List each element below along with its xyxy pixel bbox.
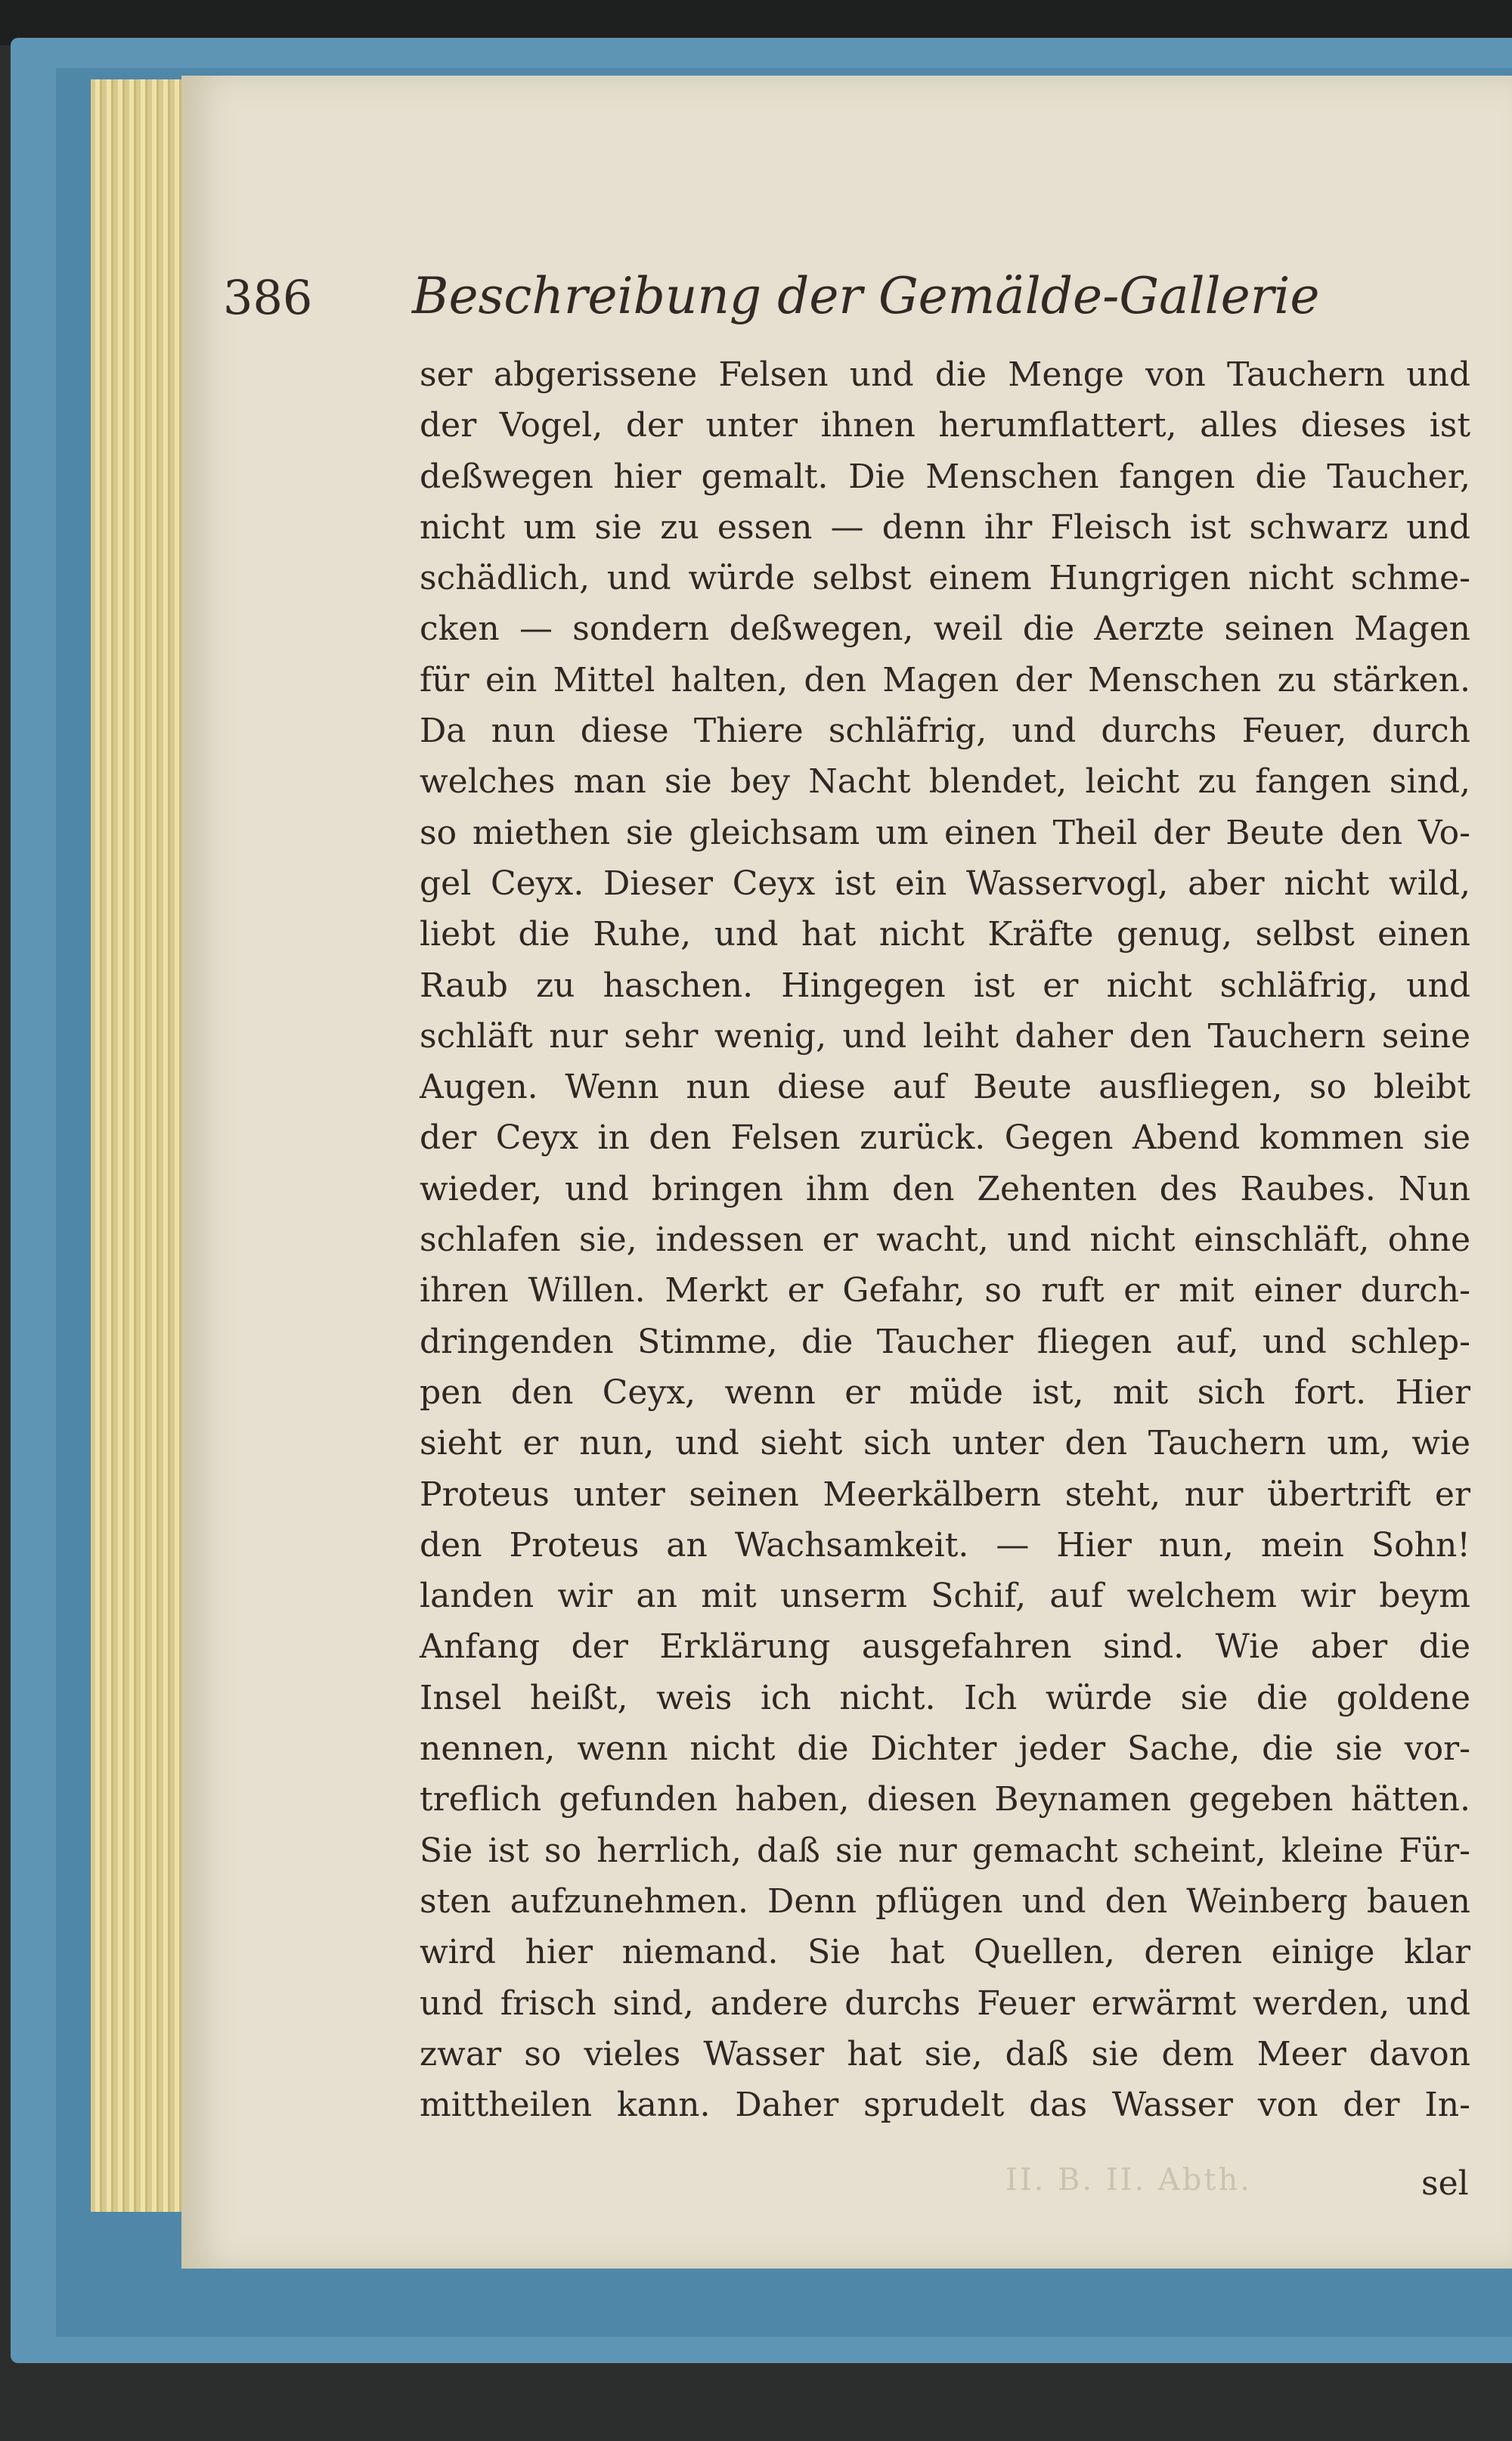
text-line: ser abgerissene Felsen und die Menge von Tauchern und <box>420 355 1470 394</box>
text-line: wird hier niemand. Sie hat Quellen, deren einige klar <box>420 1933 1470 1972</box>
running-title: Beschreibung der Gemälde-Gallerie <box>412 267 1320 325</box>
text-line: pen den Ceyx, wenn er müde ist, mit sich fort. Hier <box>420 1372 1470 1412</box>
text-line: Raub zu haschen. Hingegen ist er nicht schläfrig, und <box>420 966 1470 1005</box>
text-line: Insel heißt, weis ich nicht. Ich würde sie die goldene <box>420 1678 1470 1717</box>
text-line: so miethen sie gleichsam um einen Theil der Beute den Vo- <box>420 813 1470 852</box>
text-line: deßwegen hier gemalt. Die Menschen fangen die Taucher, <box>420 457 1470 496</box>
text-line: cken — sondern deßwegen, weil die Aerzte seinen Magen <box>420 609 1470 649</box>
text-line: treflich gefunden haben, diesen Beynamen gegeben hätten. <box>420 1780 1470 1819</box>
text-line: ihren Willen. Merkt er Gefahr, so ruft er mit einer durch- <box>420 1271 1470 1310</box>
text-line: dringenden Stimme, die Taucher fliegen auf, und schlep- <box>420 1322 1470 1361</box>
bleed-through-text: II. B. II. Abth. <box>1005 2163 1252 2198</box>
text-line: wieder, und bringen ihm den Zehenten des Raubes. Nun <box>420 1169 1470 1208</box>
text-line: für ein Mittel halten, den Magen der Menschen zu stärken. <box>420 660 1470 699</box>
text-line: zwar so vieles Wasser hat sie, daß sie dem Meer davon <box>420 2034 1470 2073</box>
text-line: nennen, wenn nicht die Dichter jeder Sache, die sie vor- <box>420 1729 1470 1769</box>
text-line: Da nun diese Thiere schläfrig, und durchs Feuer, durch <box>420 712 1470 751</box>
text-line: liebt die Ruhe, und hat nicht Kräfte genug, selbst einen <box>420 915 1470 954</box>
catchword: sel <box>1421 2164 1469 2203</box>
body-text <box>420 349 1470 2130</box>
page-number: 386 <box>223 270 313 325</box>
text-line: schlafen sie, indessen er wacht, und nicht einschläft, ohne <box>420 1220 1470 1260</box>
text-line: gel Ceyx. Dieser Ceyx ist ein Wasservogl, aber nicht wild, <box>420 864 1470 903</box>
text-line: und frisch sind, andere durchs Feuer erwärmt werden, und <box>420 1984 1470 2023</box>
text-line: schläft nur sehr wenig, und leiht daher den Tauchern seine <box>420 1016 1470 1056</box>
page-edges <box>91 79 197 2212</box>
text-line: sten aufzunehmen. Denn pflügen und den Weinberg bauen <box>420 1881 1470 1921</box>
text-line: welches man sie bey Nacht blendet, leicht zu fangen sind, <box>420 762 1470 802</box>
text-line: schädlich, und würde selbst einem Hungrigen nicht schme- <box>420 559 1470 598</box>
background-bottom <box>0 2363 1512 2441</box>
text-line: sieht er nun, und sieht sich unter den Tauchern um, wie <box>420 1424 1470 1463</box>
text-line: Proteus unter seinen Meerkälbern steht, nur übertrift er <box>420 1475 1470 1514</box>
text-line: nicht um sie zu essen — denn ihr Fleisch ist schwarz und <box>420 507 1470 547</box>
text-line: den Proteus an Wachsamkeit. — Hier nun, mein Sohn! <box>420 1525 1470 1565</box>
page-header <box>223 242 1349 325</box>
text-line: landen wir an mit unserm Schif, auf welchem wir beym <box>420 1577 1470 1616</box>
text-line: der Vogel, der unter ihnen herumflattert, alles dieses ist <box>420 406 1470 445</box>
text-line: mittheilen kann. Daher sprudelt das Wasser von der In- <box>420 2086 1470 2125</box>
text-line: Sie ist so herrlich, daß sie nur gemacht scheint, kleine Für- <box>420 1831 1470 1870</box>
text-line: der Ceyx in den Felsen zurück. Gegen Abend kommen sie <box>420 1118 1470 1158</box>
text-line: Augen. Wenn nun diese auf Beute ausfliegen, so bleibt <box>420 1068 1470 1107</box>
text-line: Anfang der Erklärung ausgefahren sind. Wie aber die <box>420 1627 1470 1667</box>
